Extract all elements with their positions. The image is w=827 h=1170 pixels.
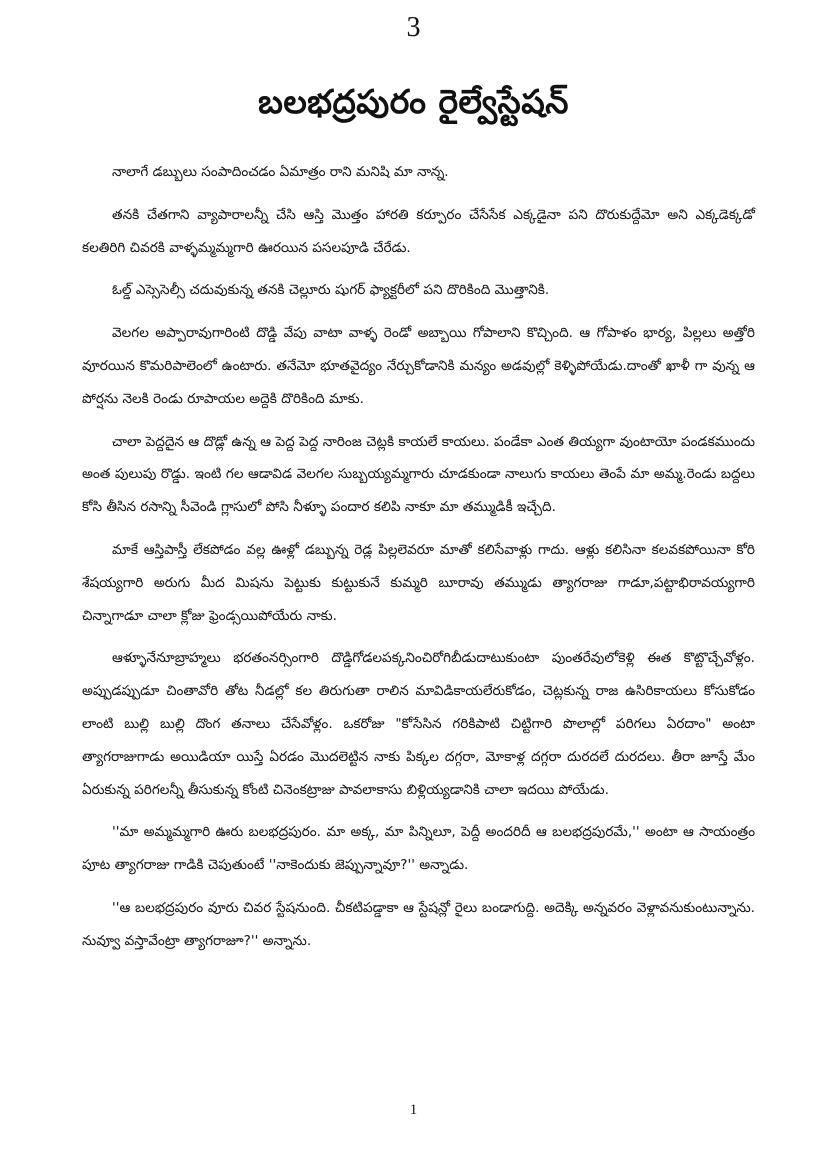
chapter-number: 3: [406, 12, 421, 43]
paragraph: ''ఆ బలభద్రపురం వూరు చివర స్టేషనుంది. చీకటిపడ్డాకా ఆ స్టేషన్లో రైలు బండాగుద్ది. అదెక్కి అన్నవరం వెళ్లావనుకుంటున్నాను. నువ్వూ వస్తావేంట్రా త్యాగరాజూ?'' అన్నాను.: [82, 899, 755, 949]
paragraph: మాకే ఆస్తిపాస్తీ లేకపోడం వల్ల ఊళ్లో డబ్బున్న రెడ్ల పిల్లలెవరూ మాతో కలిసేవాళ్లు గాదు. ఆళ్లు కలిసినా కలవకపోయినా కోరి శేషయ్యగారి అరుగు మీద మిషను పెట్టుకు కుట్టుకునే కుమ్మరి బూరావు తమ్ముడు త్యాగరాజు గాడూ,పట్టాభిరావయ్యగారి చిన్నాగాడూ చాలా క్లోజు ఫ్రెండ్సయిపోయేరు నాకు.: [82, 541, 755, 624]
paragraph: చాలా పెద్దదైన ఆ దొడ్లో ఉన్న ఆ పెద్ద పెద్ద నారింజ చెట్లకి కాయలే కాయలు. పండేకా ఎంత తియ్యగా వుంటాయో పండకముందు అంత పులుపు రొడ్డు. ఇంటి గల ఆడావిడ వెలగల సుబ్బయ్యమ్మగారు చూడకుండా నాలుగు కాయలు తెంపే మా అమ్మ.రెండు బద్దలు కోసి తీసిన రసాన్ని సీవెండి గ్లాసులో పోసి నీళ్ళూ పందార కలిపి నాకూ మా తమ్ముడికీ ఇచ్చేది.: [82, 433, 755, 516]
story-body: [82, 156, 755, 968]
chapter-title: బలభద్రపురం రైల్వేస్టేషన్: [258, 82, 569, 121]
paragraph: తనకి చేతగాని వ్యాపారాలన్నీ చేసి ఆస్తి మొత్తం హారతి కర్పూరం చేసేసేక ఎక్కడైనా పని దొరుకుద్దేమో అని ఎక్కడెక్కడో కలతిరిగి చివరకి వాళ్ళమ్మమ్మగారి ఊరయిన పసలపూడి చేరేడు.: [82, 206, 755, 256]
paragraph: నాలాగే డబ్బులు సంపాదించడం ఏమాత్రం రాని మనిషి మా నాన్న.: [112, 164, 449, 180]
paragraph: ఆళ్ళూనేనూబ్రాహ్మలు భరతంనర్సింగారి దొడ్డిగోడలపక్కనించిరోగిబీడుదాటుకుంటా పుంతరేవులోకెళ్లి ఈత కొట్టొచ్చేవోళ్లం. అప్పుడప్పుడూ చింతావోరి తోట నీడల్లో కల తిరుగుతా రాలిన మావిడికాయలేరుకోడం, చెట్లకున్న రాజ ఉసిరికాయలు కోసుకోడం లాంటి బుల్లి బుల్లి దొంగ తనాలు చేసేవోళ్లం. ఒకరోజు "కోసేసిన గరికిపాటి చిట్టిగారి పొలాల్లో పరిగలు ఏరదాం" అంటా త్యాగరాజుగాడు అయిడియా యిస్తే ఏరడం మొదలెట్టిన నాకు పిక్కల దగ్గరా, మోకాళ్ల దగ్గరా దురదలే దురదలు. తీరా జూస్తే మేం ఏరుకున్న పరిగలన్నీ తీసుకున్న కోంటి చినెంకట్రాజు పావలాకాసు బిళ్లియ్యడానికి చాలా ఇదయి పోయేడు.: [82, 650, 755, 798]
page-number: 1: [409, 1102, 418, 1118]
paragraph: వెలగల అప్పారావుగారింటి దొడ్డి వేపు వాటా వాళ్ళ రెండో అబ్బాయి గోపాలాని కొచ్చింది. ఆ గోపాళం భార్య, పిల్లలు అత్తోరి వూరయిన కొమరిపాలెంలో ఉంటారు. తనేమో భూతవైద్యం నేర్చుకోడానికి మన్యం అడవుల్లో కెళ్ళిపోయేడు.దాంతో ఖాళీ గా వున్న ఆ పోర్షను నెలకి రెండు రూపాయల అద్దెకి దొరికింది మాకు.: [82, 325, 755, 407]
paragraph: ''మా అమ్మమ్మగారి ఊరు బలభద్రపురం. మా అక్క, మా పిన్నిలూ, పెద్దీ అందరిదీ ఆ బలభద్రపురమే,'' అంటా ఆ సాయంత్రం పూట త్యాగరాజు గాడికి చెపుతుంటే ''నాకెందుకు జెప్పున్నావూ?'' అన్నాడు.: [82, 824, 755, 874]
paragraph: ఓల్డ్ ఎస్సెసెల్సీ చదువుకున్న తనకి చెల్లూరు షుగర్ ఫ్యాక్టరీలో పని దొరికింది మొత్తానికి.: [112, 282, 550, 299]
